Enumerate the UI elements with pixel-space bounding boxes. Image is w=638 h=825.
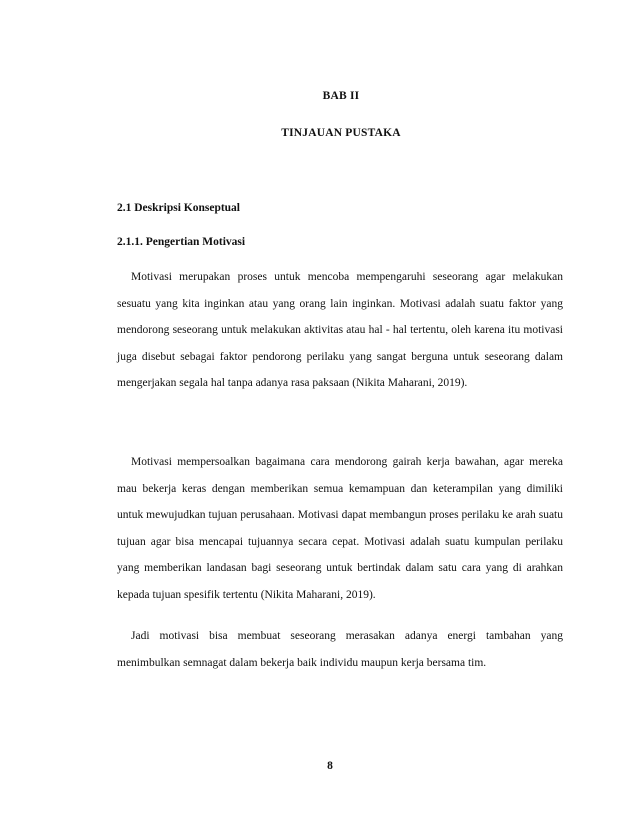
section-heading: 2.1 Deskripsi Konseptual bbox=[117, 202, 241, 214]
paragraph-3: Jadi motivasi bisa membuat seseorang merasakan adanya energi tambahan yang menimbulkan semnagat dalam bekerja baik individu maupun kerja bersama tim. bbox=[117, 630, 563, 669]
page-number: 8 bbox=[327, 760, 333, 772]
paragraph-1: Motivasi merupakan proses untuk mencoba mempengaruhi seseorang agar melakukan sesuatu yang kita inginkan atau yang orang lain inginkan. Motivasi adalah suatu faktor yang mendorong seseorang untuk melakukan aktivitas atau hal - hal tertentu, oleh karena itu motivasi juga disebut sebagai faktor pendorong perilaku yang sangat berguna untuk seseorang dalam mengerjakan segala hal tanpa adanya rasa paksaan (Nikita Maharani, 2019). bbox=[117, 271, 563, 389]
paragraph-2: Motivasi mempersoalkan bagaimana cara mendorong gairah kerja bawahan, agar mereka mau bekerja keras dengan memberikan semua kemampuan dan keterampilan yang dimiliki untuk mewujudkan tujuan perusahaan. Motivasi dapat membangun proses perilaku ke arah suatu tujuan agar bisa mencapai tujuannya secara cepat. Motivasi adalah suatu kumpulan perilaku yang memberikan landasan bagi seseorang untuk bertindak dalam satu cara yang di arahkan kepada tujuan spesifik tertentu (Nikita Maharani, 2019). bbox=[117, 456, 563, 601]
chapter-number: BAB II bbox=[322, 90, 360, 102]
subsection-heading: 2.1.1. Pengertian Motivasi bbox=[117, 236, 246, 248]
chapter-title: TINJAUAN PUSTAKA bbox=[281, 127, 401, 139]
